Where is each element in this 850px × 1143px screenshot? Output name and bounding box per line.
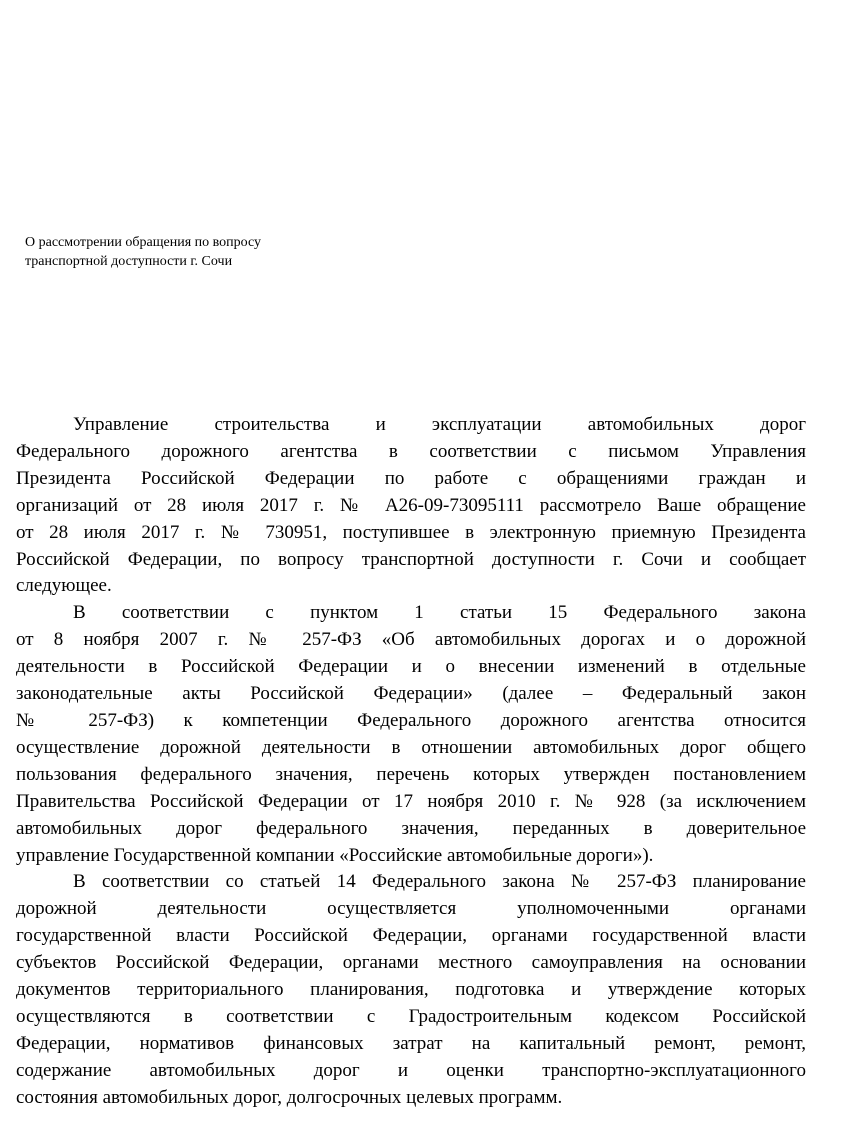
text-line: управление Государственной компании «Российские автомобильные дороги»). [16,844,654,866]
paragraph-1 [16,412,806,600]
letter-subject [25,233,425,271]
letter-body [16,412,806,1112]
text-line: Управление строительства и эксплуатации автомобильных дорог [73,414,806,435]
text-line: деятельности в Российской Федерации и о внесении изменений в отдельные [16,656,806,678]
text-line: от 28 июля 2017 г. № 730951, поступившее в электронную приемную Президента [16,521,806,543]
text-line: осуществление дорожной деятельности в отношении автомобильных дорог общего [16,736,806,758]
text-line: Президента Российской Федерации по работе с обращениями граждан и [16,467,806,489]
text-line: государственной власти Российской Федерации, органами государственной власти [16,925,806,947]
text-line: № 257-ФЗ) к компетенции Федерального дорожного агентства относится [16,709,806,731]
text-line: В соответствии со статьей 14 Федерального закона № 257-ФЗ планирование [73,871,806,893]
text-line: документов территориального планирования, подготовка и утверждение которых [16,979,806,1001]
text-line: организаций от 28 июля 2017 г. № А26-09-73095111 рассмотрело Ваше обращение [16,494,806,516]
text-line: Правительства Российской Федерации от 17 ноября 2010 г. № 928 (за исключением [16,790,806,812]
text-line: В соответствии с пунктом 1 статьи 15 Федерального закона [73,602,806,624]
text-line: Федерального дорожного агентства в соответствии с письмом Управления [16,440,806,462]
text-line: Федерации, нормативов финансовых затрат на капитальный ремонт, ремонт, [16,1032,806,1054]
subject-line: О рассмотрении обращения по вопросу [25,235,262,250]
text-line: осуществляются в соответствии с Градостроительным кодексом Российской [16,1005,806,1027]
text-line: содержание автомобильных дорог и оценки транспортно-эксплуатационного [16,1059,806,1081]
paragraph-3 [16,869,806,1111]
subject-line: транспортной доступности г. Сочи [25,254,233,269]
text-line: от 8 ноября 2007 г. № 257-ФЗ «Об автомобильных дорогах и о дорожной [16,629,806,651]
paragraph-2 [16,600,806,869]
text-line: субъектов Российской Федерации, органами местного самоуправления на основании [16,952,806,974]
text-line: Российской Федерации, по вопросу транспортной доступности г. Сочи и сообщает [16,548,806,570]
text-line: дорожной деятельности осуществляется уполномоченными органами [16,898,806,920]
text-line: пользования федерального значения, перечень которых утвержден постановлением [16,763,806,785]
text-line: автомобильных дорог федерального значения, переданных в доверительное [16,817,806,839]
text-line: законодательные акты Российской Федерации» (далее – Федеральный закон [16,683,806,705]
text-line: следующее. [16,575,112,597]
text-line: состояния автомобильных дорог, долгосрочных целевых программ. [16,1086,563,1108]
